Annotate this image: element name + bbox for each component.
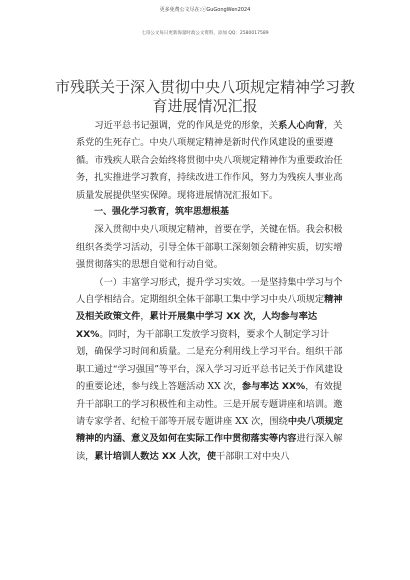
section-heading: 一、强化学习教育，筑牢思想根基 [94,207,230,218]
text-span: （一）丰富学习形式，提升学习实效。一是坚持集中学习与个人自学相结合。定期组织全体干部职工集中学习中央八项规定 [76,276,343,306]
paragraph-subsection-1 [76,274,344,465]
document-body [76,117,344,465]
bold-span: 累计开展集中学习 XX 次，人均参与率达 XX% [76,311,318,340]
text-span: 。同时，为干部职工发放学习资料，要求个人制定学习计划，确保学习时间和质量。二是充分利用线上学习平台。组织干部职工通过“学习强国”等平台，深入学习习近平总书记关于作风建设的重要论述，参与线上答题活动 XX 次， [76,328,343,393]
text-span: ， [140,311,150,323]
text-span: 进行深入解读， [76,433,343,462]
text-span: 干部职工对中央八 [216,450,290,462]
text-span: ，有效提升干部职工的学习积极性和主动性。三是开展专题讲座和培训。邀请专家学者、纪检干部等开展专题讲座 XX 次，围绕 [76,381,343,427]
text-span: ，关系党的生死存亡。中央八项规定精神是新时代作风建设的重要遵循。市残疾人联合会始终将贯彻中央八项规定精神作为重要政治任务，扎实推进学习教育，持续改进工作作风，努力为残疾人事业高质量发展提供坚实保障。现将进展情况汇报如下。 [76,120,343,201]
paragraph-intro [76,117,344,204]
notice-text: 七哥公文每日更新海量时政公文资料，添加 QQ：2580017589 [141,31,269,36]
bold-span: 累计培训人数达 XX 人次，使 [94,450,217,462]
paragraph-section-intro: 深入贯彻中央八项规定精神，首要在学，关键在悟。我会积极组织各类学习活动，引导全体干部职工深刻领会精神实质，切实增强贯彻落实的思想自觉和行动自觉。 [76,224,343,271]
bold-span: 精神及相关政策文件 [76,294,343,323]
watermark-text: 更多免费公文尽在:ⓒGuGongWen2024 [159,7,251,13]
bold-span: 系人心向背 [278,120,325,131]
page-title: 市残联关于深入贯彻中央八项规定精神学习教育进展情况汇报 [54,78,355,115]
text-span: 习近平总书记强调，党的作风是党的形象，关 [94,120,279,131]
bold-span: 中央八项规定精神的内涵、意义及如何在实际工作中贯彻落实等内容 [76,415,343,445]
bold-span: 参与率达 XX% [241,381,306,393]
